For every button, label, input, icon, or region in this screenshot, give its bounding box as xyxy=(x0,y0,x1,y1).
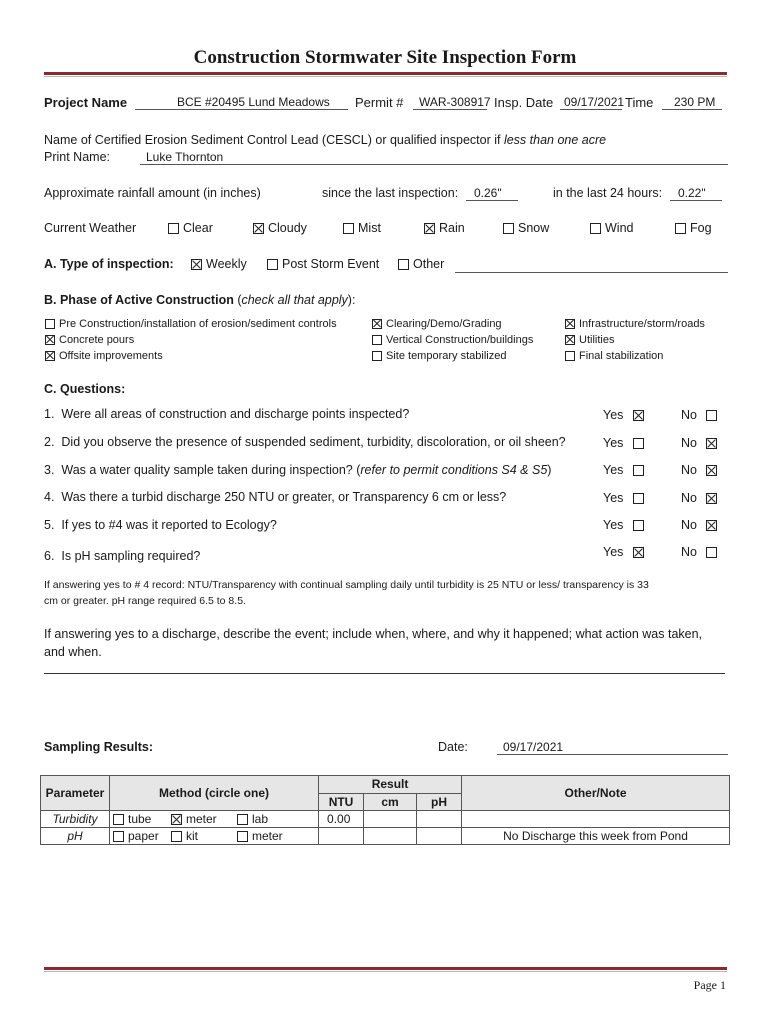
phase-offsite-improvements[interactable]: Offsite improvements xyxy=(45,350,163,362)
method-kit[interactable]: kit xyxy=(168,828,234,845)
turbidity-note-line1: If answering yes to # 4 record: NTU/Transparency with continual sampling daily until turbidity is 25 NTU or less/ transparency is 33 xyxy=(44,579,649,591)
q2-no[interactable]: No xyxy=(681,436,721,450)
method-meter[interactable]: meter xyxy=(168,811,234,828)
time-label: Time xyxy=(625,95,654,110)
insp-date-field[interactable] xyxy=(560,95,625,110)
weather-fog[interactable]: Fog xyxy=(675,221,712,235)
phase-pre-construction[interactable]: Pre Construction/installation of erosion/sediment controls xyxy=(45,318,337,330)
checkbox-icon[interactable] xyxy=(398,259,409,270)
header-parameter: Parameter xyxy=(41,776,110,811)
checkbox-icon[interactable] xyxy=(45,319,55,329)
question-1: 1. Were all areas of construction and discharge points inspected? xyxy=(44,407,410,421)
checkbox-icon[interactable] xyxy=(171,831,182,842)
rainfall-since-value: 0.26" xyxy=(474,186,502,200)
checkbox-checked-icon[interactable] xyxy=(633,410,644,421)
weather-clear[interactable]: Clear xyxy=(168,221,213,235)
method-paper[interactable]: paper xyxy=(110,828,169,845)
phase-clearing[interactable]: Clearing/Demo/Grading xyxy=(372,318,502,330)
question-3: 3. Was a water quality sample taken during inspection? (refer to permit conditions S4 & S5) xyxy=(44,463,552,477)
checkbox-icon[interactable] xyxy=(565,351,575,361)
result-ph[interactable] xyxy=(417,828,462,845)
row-parameter: pH xyxy=(41,828,110,845)
question-4: 4. Was there a turbid discharge 250 NTU or greater, or Transparency 6 cm or less? xyxy=(44,490,507,504)
project-name-label: Project Name xyxy=(44,95,128,110)
time-value: 230 PM xyxy=(674,95,716,109)
header-result: Result xyxy=(319,776,462,794)
table-row xyxy=(41,828,730,845)
discharge-prompt-line1: If answering yes to a discharge, describe the event; include when, where, and why it happened; what action was taken, xyxy=(44,627,703,641)
rainfall-since-label: since the last inspection: xyxy=(322,186,459,200)
inspection-weekly[interactable]: Weekly xyxy=(191,257,247,271)
checkbox-checked-icon[interactable] xyxy=(171,814,182,825)
footer-rule xyxy=(44,967,727,972)
checkbox-icon[interactable] xyxy=(237,814,248,825)
insp-date-label: Insp. Date xyxy=(494,95,554,110)
checkbox-icon[interactable] xyxy=(372,351,382,361)
weather-mist[interactable]: Mist xyxy=(343,221,381,235)
q4-no[interactable]: No xyxy=(681,491,721,505)
form-title: Construction Stormwater Site Inspection Form xyxy=(193,47,577,68)
q3-yes[interactable]: Yes xyxy=(603,463,648,477)
insp-date-value: 09/17/2021 xyxy=(564,95,625,109)
checkbox-icon[interactable] xyxy=(343,223,354,234)
inspection-post-storm[interactable]: Post Storm Event xyxy=(267,257,379,271)
turbidity-note-line2: cm or greater. pH range required 6.5 to 8.5. xyxy=(44,595,246,607)
checkbox-checked-icon[interactable] xyxy=(706,438,717,449)
checkbox-checked-icon[interactable] xyxy=(253,223,264,234)
result-cm[interactable] xyxy=(364,811,417,828)
print-name-label: Print Name: xyxy=(44,150,110,164)
checkbox-icon[interactable] xyxy=(633,438,644,449)
weather-label: Current Weather xyxy=(44,221,137,235)
checkbox-icon[interactable] xyxy=(590,223,601,234)
checkbox-icon[interactable] xyxy=(675,223,686,234)
phase-vertical-construction[interactable]: Vertical Construction/buildings xyxy=(372,334,533,346)
sampling-date-field[interactable] xyxy=(497,740,728,755)
title-rule xyxy=(44,72,727,77)
q6-yes[interactable]: Yes xyxy=(603,545,648,559)
checkbox-checked-icon[interactable] xyxy=(633,547,644,558)
header-ntu: NTU xyxy=(319,793,364,811)
checkbox-icon[interactable] xyxy=(633,465,644,476)
checkbox-checked-icon[interactable] xyxy=(191,259,202,270)
table-row xyxy=(41,811,730,828)
checkbox-icon[interactable] xyxy=(113,831,124,842)
checkbox-checked-icon[interactable] xyxy=(424,223,435,234)
phase-site-stabilized[interactable]: Site temporary stabilized xyxy=(372,350,506,362)
project-name-value: BCE #20495 Lund Meadows xyxy=(177,95,330,109)
checkbox-checked-icon[interactable] xyxy=(565,335,575,345)
checkbox-icon[interactable] xyxy=(372,335,382,345)
result-ntu[interactable] xyxy=(319,828,364,845)
inspection-other[interactable]: Other xyxy=(398,257,444,271)
cescl-text: Name of Certified Erosion Sediment Control Lead (CESCL) or qualified inspector if less than one acre xyxy=(44,133,607,147)
header-other-note: Other/Note xyxy=(462,776,730,811)
q1-no[interactable]: No xyxy=(681,408,721,422)
permit-label: Permit # xyxy=(355,95,404,110)
inspection-other-field[interactable] xyxy=(455,258,728,273)
section-a-label: A. Type of inspection: xyxy=(44,257,174,271)
rainfall-label: Approximate rainfall amount (in inches) xyxy=(44,186,261,200)
checkbox-icon[interactable] xyxy=(633,493,644,504)
phase-final-stabilization[interactable]: Final stabilization xyxy=(565,350,663,362)
page-number: Page 1 xyxy=(693,978,726,992)
q1-yes[interactable]: Yes xyxy=(603,408,648,422)
checkbox-checked-icon[interactable] xyxy=(706,465,717,476)
weather-snow[interactable]: Snow xyxy=(503,221,549,235)
checkbox-checked-icon[interactable] xyxy=(45,351,55,361)
permit-field[interactable] xyxy=(413,95,491,110)
other-note[interactable] xyxy=(462,811,730,828)
rainfall-24h-label: in the last 24 hours: xyxy=(553,186,663,200)
method-tube[interactable]: tube xyxy=(110,811,169,828)
checkbox-icon[interactable] xyxy=(237,831,248,842)
result-cm[interactable] xyxy=(364,828,417,845)
header-ph: pH xyxy=(417,793,462,811)
sampling-results-label: Sampling Results: xyxy=(44,740,154,754)
sampling-date-label: Date: xyxy=(438,740,468,754)
checkbox-checked-icon[interactable] xyxy=(372,319,382,329)
q3-no[interactable]: No xyxy=(681,463,721,477)
checkbox-icon[interactable] xyxy=(267,259,278,270)
permit-value: WAR-308917 xyxy=(419,95,491,109)
q5-yes[interactable]: Yes xyxy=(603,518,648,532)
print-name-value: Luke Thornton xyxy=(146,150,224,164)
sampling-date-value: 09/17/2021 xyxy=(503,740,564,754)
method-lab[interactable]: lab xyxy=(234,811,319,828)
method-meter[interactable]: meter xyxy=(234,828,319,845)
question-2: 2. Did you observe the presence of suspended sediment, turbidity, discoloration, or oil sheen? xyxy=(44,435,566,449)
phase-infrastructure[interactable]: Infrastructure/storm/roads xyxy=(565,318,705,330)
weather-wind[interactable]: Wind xyxy=(590,221,633,235)
checkbox-checked-icon[interactable] xyxy=(706,520,717,531)
checkbox-icon[interactable] xyxy=(633,520,644,531)
rainfall-24h-value: 0.22" xyxy=(678,186,706,200)
weather-cloudy[interactable]: Cloudy xyxy=(253,221,307,235)
rainfall-since-field[interactable] xyxy=(466,186,518,201)
q6-no[interactable]: No xyxy=(681,545,721,559)
sampling-results-table xyxy=(40,775,730,845)
section-c-label: C. Questions: xyxy=(44,382,126,396)
time-field[interactable] xyxy=(662,95,722,110)
row-parameter: Turbidity xyxy=(41,811,110,828)
phase-utilities[interactable]: Utilities xyxy=(565,334,614,346)
q5-no[interactable]: No xyxy=(681,518,721,532)
checkbox-icon[interactable] xyxy=(168,223,179,234)
question-6: 6. Is pH sampling required? xyxy=(44,549,201,563)
discharge-description-field[interactable] xyxy=(44,673,725,674)
section-b-label: B. Phase of Active Construction (check all that apply): xyxy=(44,293,356,307)
phase-concrete-pours[interactable]: Concrete pours xyxy=(45,334,134,346)
checkbox-checked-icon[interactable] xyxy=(45,335,55,345)
header-method: Method (circle one) xyxy=(110,776,319,811)
project-name-field[interactable] xyxy=(135,95,348,110)
checkbox-checked-icon[interactable] xyxy=(565,319,575,329)
other-note[interactable]: No Discharge this week from Pond xyxy=(462,828,730,845)
question-5: 5. If yes to #4 was it reported to Ecology? xyxy=(44,518,277,532)
checkbox-icon[interactable] xyxy=(503,223,514,234)
discharge-prompt-line2: and when. xyxy=(44,645,102,659)
result-ph[interactable] xyxy=(417,811,462,828)
q4-yes[interactable]: Yes xyxy=(603,491,648,505)
checkbox-checked-icon[interactable] xyxy=(706,493,717,504)
checkbox-icon[interactable] xyxy=(706,410,717,421)
q2-yes[interactable]: Yes xyxy=(603,436,648,450)
print-name-field[interactable] xyxy=(140,150,728,165)
header-cm: cm xyxy=(364,793,417,811)
result-ntu[interactable]: 0.00 xyxy=(319,811,364,828)
checkbox-icon[interactable] xyxy=(706,547,717,558)
weather-rain[interactable]: Rain xyxy=(424,221,465,235)
checkbox-icon[interactable] xyxy=(113,814,124,825)
rainfall-24h-field[interactable] xyxy=(670,186,722,201)
